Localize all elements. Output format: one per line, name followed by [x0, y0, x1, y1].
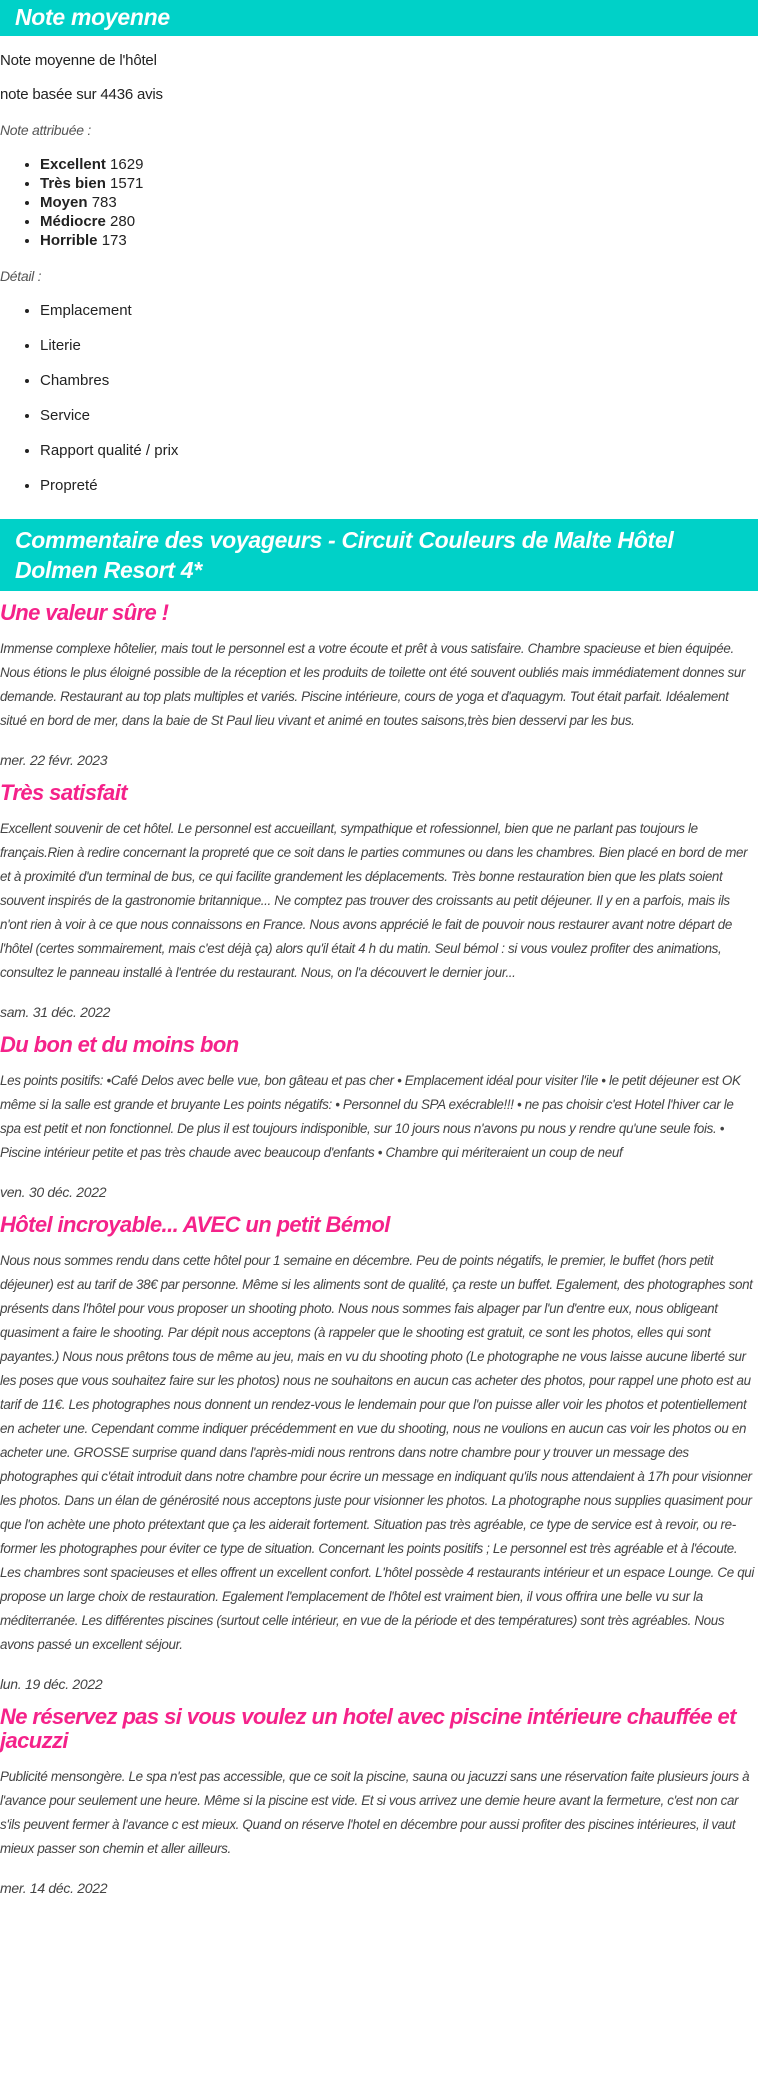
review-body: Nous nous sommes rendu dans cette hôtel pour 1 semaine en décembre. Peu de points négatifs, le premier, le buffet (hors petit déjeuner) est au tarif de 38€ par personne. Même si les aliments sont de qualité, ça reste un buffet. Egalement, des photographes sont présents dans l'hôtel pour vous proposer un shooting photo. Nous nous sommes fais alpager par l'un d'entre eux, nous obligeant quasiment a faire le shooting. Par dépit nous acceptons (à rappeler que le shooting est gratuit, ce sont les photos, elles qui sont payantes.) Nous nous prêtons tous de même au jeu, mais en vu du shooting photo (Le photographe ne vous laisse aucune liberté sur les poses que vous souhaitez faire sur les photos) nous ne souhaitons en aucun cas acheter des photos, pour rappel une photo est au tarif de 11€. Les photographes nous donnent un rendez-vous le lendemain pour que l'on puisse aller voir les photos et potentiellement en acheter une. Cependant comme indiquer précédemment en vue du shooting, nous ne voulions en aucun cas voir les photos ou en acheter une. GROSSE surprise quand dans l'après-midi nous rentrons dans notre chambre pour y trouver un message des photographes qui c'était introduit dans notre chambre pour écrire un message en indiquant qu'ils nous attendaient à 17h pour visionner les photos. Dans un élan de générosité nous acceptons juste pour visionner les photos. La photographe nous supplies quasiment pour que l'on achète une photo prétextant que ça les aiderait fortement. Situation pas très agréable, ce type de service est à revoir, ou re-former les photographes pour éviter ce type de situation. Concernant les points positifs ; Le personnel est très agréable et à l'écoute. Les chambres sont spacieuses et elles offrent un excellent confort. L'hôtel possède 4 restaurants intérieur et un espace Lounge. Ce qui propose un large choix de restauration. Egalement l'emplacement de l'hôtel est vraiment bien, il vous offrira une belle vu sur la méditerranée. Les différentes piscines (surtout celle intérieur, en vue de la période et des températures) sont très agréables. Nous avons passé un excellent séjour. [0, 1253, 755, 1652]
rating-count: 173 [101, 232, 127, 249]
detail-label: Détail : [0, 268, 42, 284]
review-count: note basée sur 4436 avis [0, 86, 163, 103]
rating-item [40, 174, 758, 193]
hotel-rating-label: Note moyenne de l'hôtel [0, 52, 157, 69]
detail-item-literie: • Literie [40, 336, 758, 355]
review-item [0, 1033, 758, 1201]
review-item [0, 781, 758, 1021]
rating-label: Médiocre [40, 213, 106, 230]
rating-label: Horrible [40, 232, 98, 249]
detail-item-service: • Service [40, 406, 758, 425]
ratings-label: Note attribuée : [0, 122, 91, 138]
review-body: Excellent souvenir de cet hôtel. Le personnel est accueillant, sympathique et rofessionnel, bien que ne parlant pas toujours le français.Rien à redire concernant la propreté que ce soit dans le parties communes ou dans les chambres. Bien placé en bord de mer et à proximité d'un terminal de bus, ce qui facilite grandement les déplacements. Très bonne restauration bien que les plats soient souvent inspirés de la gastronomie britannique... Ne comptez pas trouver des croissants au petit déjeuner. Il y en a parfois, mais ils n'ont rien à voir à ce que nous connaissons en France. Nous avons apprécié le fait de pouvoir nous restaurer avant notre départ de l'hôtel (certes sommairement, mais c'est déjà ça) alors qu'il était 4 h du matin. Seul bémol : si vous voulez profiter des animations, consultez le panneau installé à l'entrée du restaurant. Nous, on l'a découvert le dernier jour... [0, 821, 748, 980]
review-body: Immense complexe hôtelier, mais tout le personnel est a votre écoute et prêt à vous satisfaire. Chambre spacieuse et bien équipée. Nous étions le plus éloigné possible de la réception et les produits de toilette ont été souvent oubliés mais immédiatement donnes sur demande. Restaurant au top plats multiples et variés. Piscine intérieure, cours de yoga et d'aquagym. Tout était parfait. Idéalement situé en bord de mer, dans la baie de St Paul lieu vivant et animé en toutes saisons,très bien desservi par les bus. [0, 641, 746, 728]
review-date: lun. 19 déc. 2022 [0, 1676, 103, 1692]
review-title: Ne réservez pas si vous voulez un hotel avec piscine intérieure chauffée et jacuzzi [0, 1704, 736, 1753]
rating-item [40, 155, 758, 174]
rating-label: Moyen [40, 194, 88, 211]
review-title: Très satisfait [0, 780, 127, 805]
review-item [0, 1213, 758, 1693]
review-date: ven. 30 déc. 2022 [0, 1184, 107, 1200]
review-title: Du bon et du moins bon [0, 1032, 239, 1057]
review-body: Les points positifs: •Café Delos avec belle vue, bon gâteau et pas cher • Emplacement idéal pour visiter l'ile • le petit déjeuner est OK même si la salle est grande et bruyante Les points négatifs: • Personnel du SPA exécrable!!! • ne pas choisir c'est Hotel l'hiver car le spa est petit et non fonctionnel. De plus il est toujours indisponible, sur 10 jours nous n'avons pu nous y rendre qu'une seule fois. • Piscine intérieur petite et pas très chaude avec beaucoup d'enfants • Chambre qui mériteraient un coup de neuf [0, 1073, 741, 1160]
rating-label: Très bien [40, 175, 106, 192]
detail-item-emplacement: • Emplacement [40, 301, 758, 320]
review-body: Publicité mensongère. Le spa n'est pas accessible, que ce soit la piscine, sauna ou jacuzzi sans une réservation faite plusieurs jours à l'avance pour seulement une heure. Même si la piscine est vide. Et si vous arrivez une demie heure avant la fermeture, c'est non car s'ils peuvent fermer à l'avance c est mieux. Quand on réserve l'hotel en décembre pour aussi profiter des piscines intérieures, il vaut mieux passer son chemin et aller ailleurs. [0, 1769, 750, 1856]
detail-item-proprete: • Propreté [40, 476, 758, 495]
rating-count: 280 [110, 213, 136, 230]
rating-count: 1629 [110, 156, 144, 173]
review-title: Une valeur sûre ! [0, 600, 169, 625]
review-date: mer. 22 févr. 2023 [0, 752, 108, 768]
review-title: Hôtel incroyable... AVEC un petit Bémol [0, 1212, 390, 1237]
detail-item-rapport-qualite-prix: • Rapport qualité / prix [40, 441, 758, 460]
rating-count: 783 [91, 194, 117, 211]
review-item [0, 1705, 758, 1897]
review-item [0, 601, 758, 769]
reviews-header: Commentaire des voyageurs - Circuit Couleurs de Malte Hôtel Dolmen Resort 4* [0, 519, 758, 591]
rating-item [40, 231, 758, 250]
details-list [0, 301, 758, 495]
rating-item [40, 193, 758, 212]
review-date: sam. 31 déc. 2022 [0, 1004, 111, 1020]
summary-header: Note moyenne [0, 0, 758, 36]
review-date: mer. 14 déc. 2022 [0, 1880, 108, 1896]
ratings-list [0, 155, 758, 250]
rating-count: 1571 [110, 175, 144, 192]
rating-label: Excellent [40, 156, 106, 173]
rating-item [40, 212, 758, 231]
detail-item-chambres: • Chambres [40, 371, 758, 390]
